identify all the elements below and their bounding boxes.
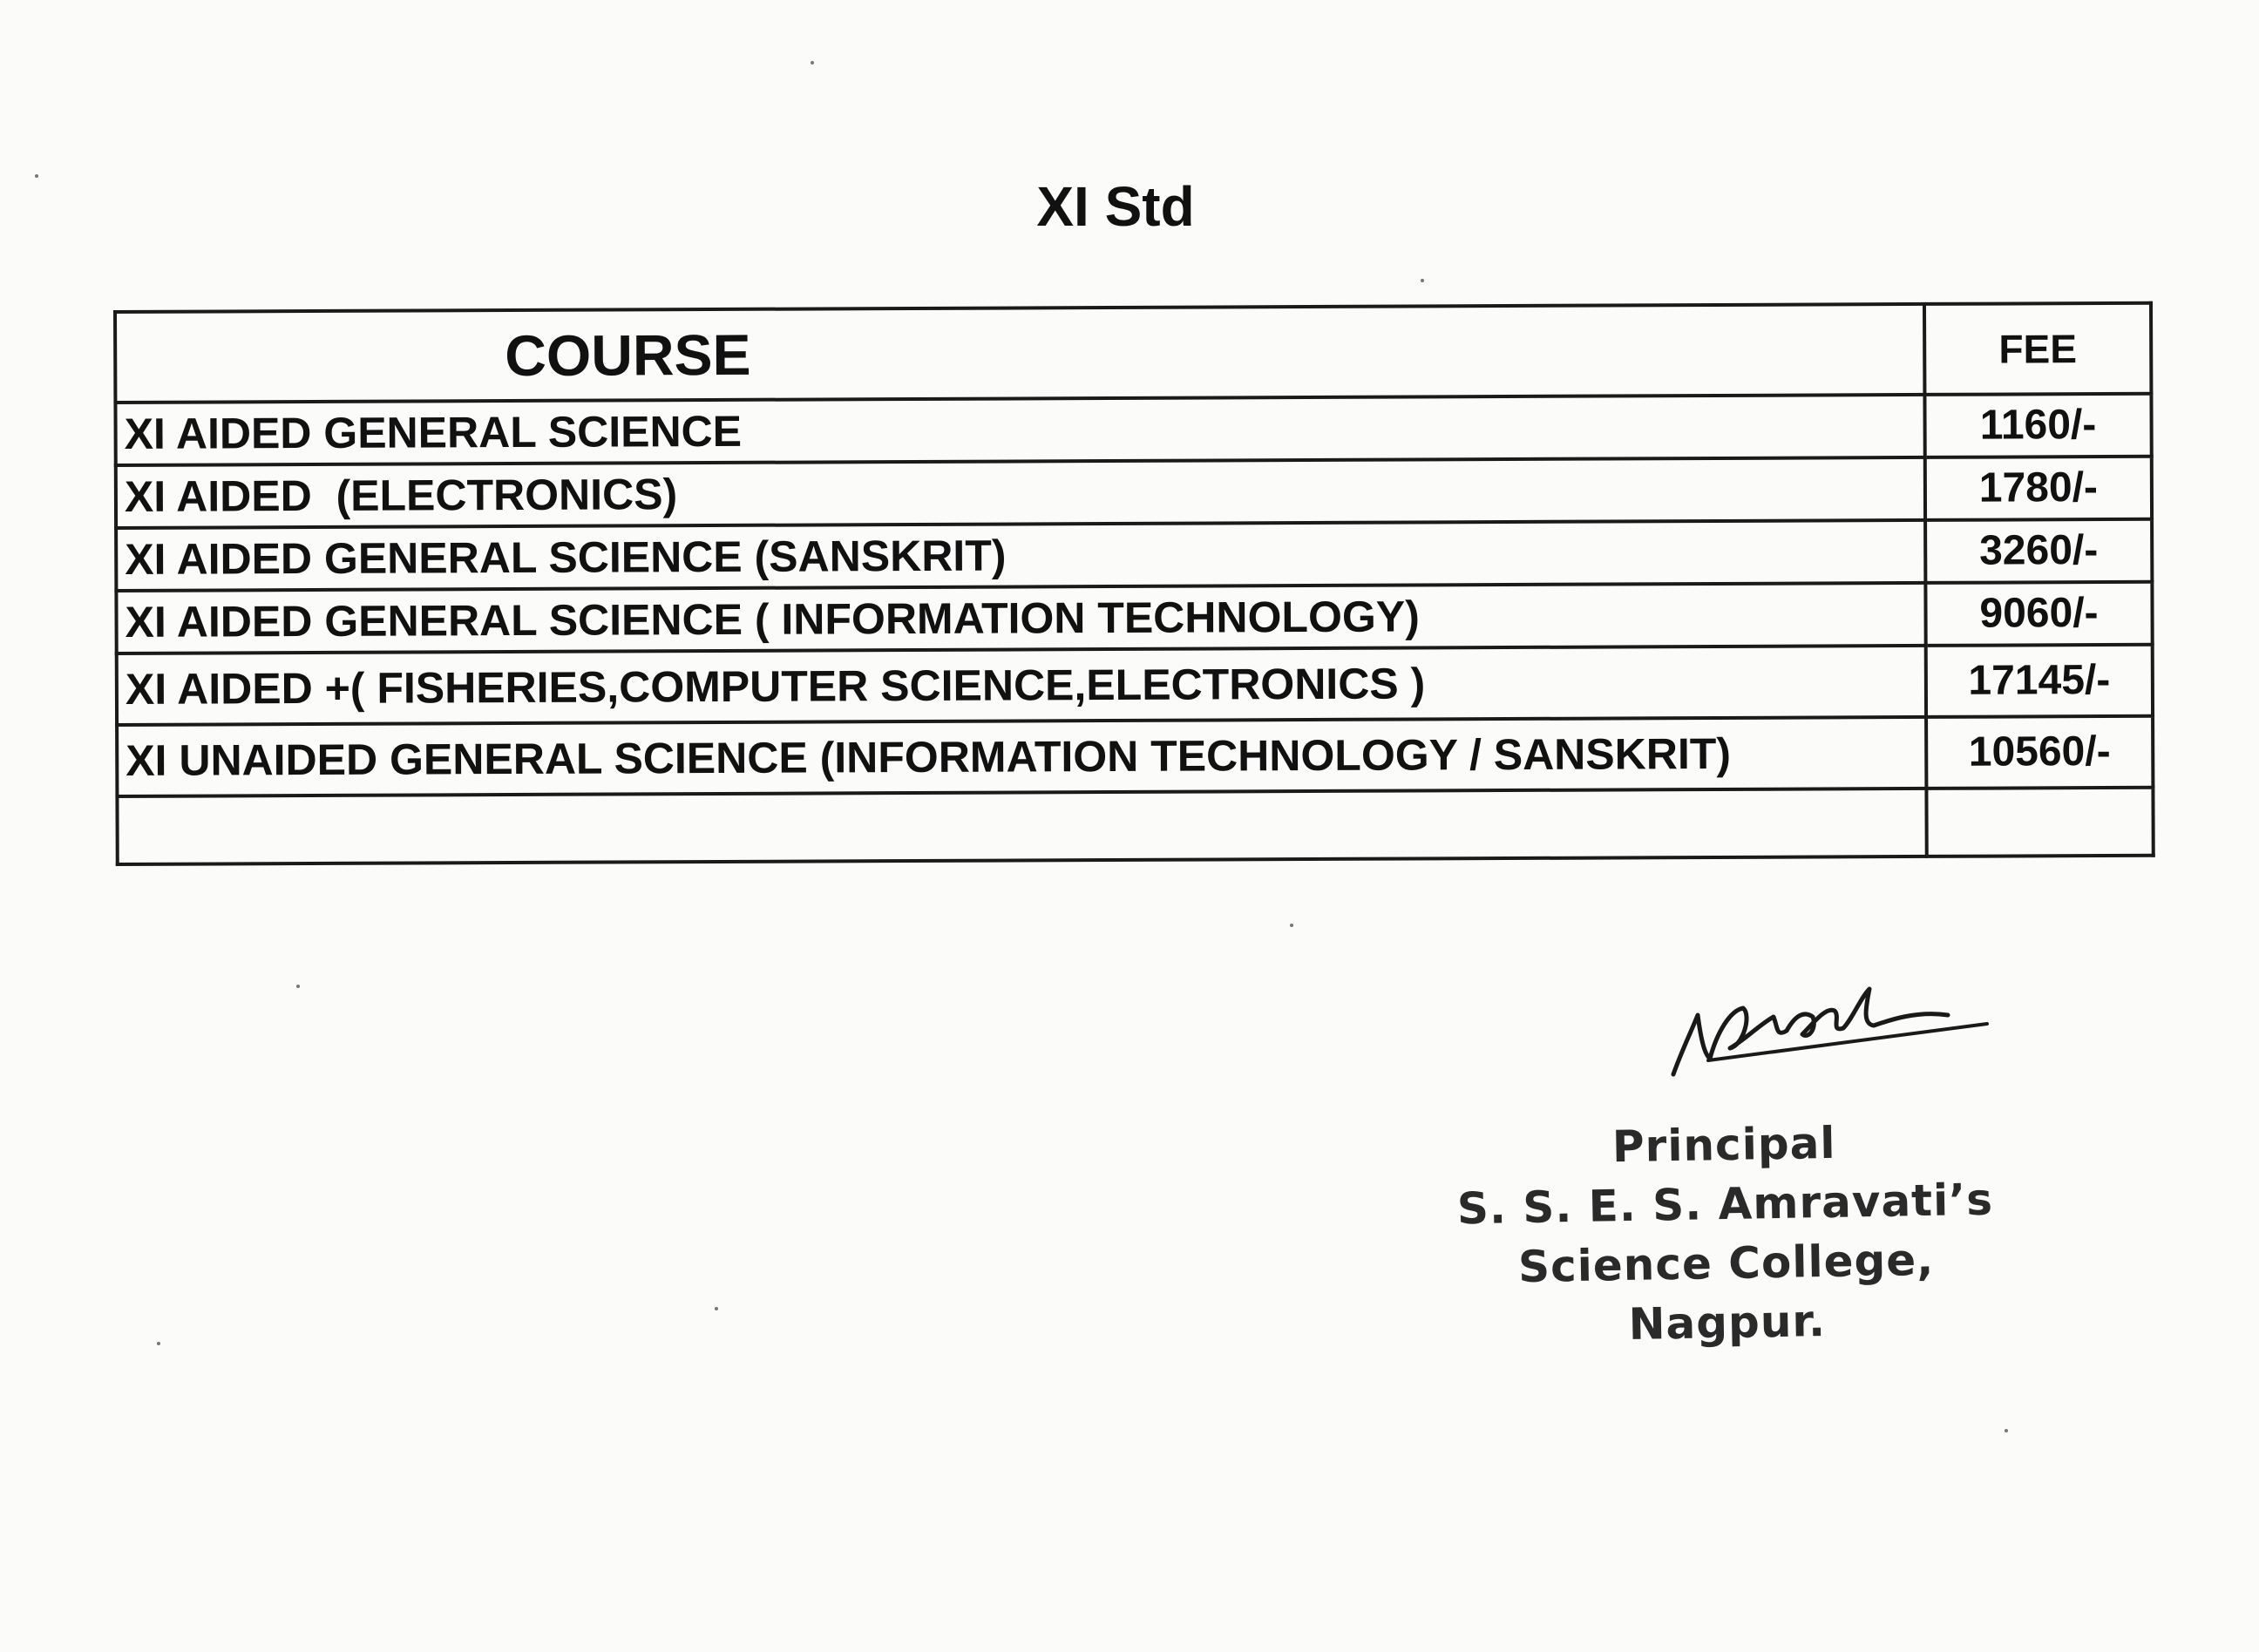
stamp-college: Science College, Nagpur. <box>1517 1234 1935 1350</box>
table-row <box>115 394 2151 465</box>
stamp-title: Principal <box>1611 1117 1836 1173</box>
course-cell: XI AIDED GENERAL SCIENCE (SANSKRIT) <box>116 520 1925 591</box>
fee-table <box>113 301 2155 866</box>
fee-cell: 10560/- <box>1926 716 2153 789</box>
paper-speck <box>715 1307 718 1310</box>
paper-speck <box>35 174 38 178</box>
course-cell: XI AIDED GENERAL SCIENCE ( INFORMATION TECHNOLOGY) <box>116 583 1925 653</box>
course-cell: XI AIDED (ELECTRONICS) <box>116 457 1925 528</box>
page-title: XI Std <box>1036 175 1195 238</box>
paper-speck <box>2005 1429 2008 1432</box>
principal-stamp <box>1428 1110 2025 1357</box>
table-header-row <box>115 303 2151 403</box>
table-row <box>116 582 2152 653</box>
course-cell: XI AIDED +( FISHERIES,COMPUTER SCIENCE,ELECTRONICS ) <box>117 646 1926 725</box>
table-row-empty <box>117 788 2153 864</box>
fee-cell: 3260/- <box>1925 519 2152 583</box>
paper-speck <box>811 61 814 64</box>
course-cell <box>117 789 1926 864</box>
fee-cell: 9060/- <box>1925 582 2152 646</box>
table-row <box>116 457 2152 528</box>
fee-cell <box>1926 788 2153 856</box>
table-row <box>117 645 2153 725</box>
fee-cell: 1780/- <box>1925 457 2152 520</box>
stamp-society: S. S. E. S. Amravati’s <box>1456 1174 1994 1235</box>
table-row <box>116 519 2152 591</box>
paper-speck <box>296 985 300 988</box>
signature-image <box>1656 963 2005 1093</box>
column-header-course: COURSE <box>115 304 1924 403</box>
column-header-fee: FEE <box>1924 303 2151 395</box>
paper-speck <box>1421 279 1424 282</box>
table-row <box>117 716 2153 796</box>
course-cell: XI UNAIDED GENERAL SCIENCE (INFORMATION TECHNOLOGY / SANSKRIT) <box>117 717 1926 796</box>
paper-speck <box>157 1342 160 1345</box>
course-cell: XI AIDED GENERAL SCIENCE <box>115 395 1924 465</box>
paper-speck <box>1290 924 1293 927</box>
fee-cell: 1160/- <box>1924 394 2151 457</box>
fee-cell: 17145/- <box>1926 645 2153 717</box>
